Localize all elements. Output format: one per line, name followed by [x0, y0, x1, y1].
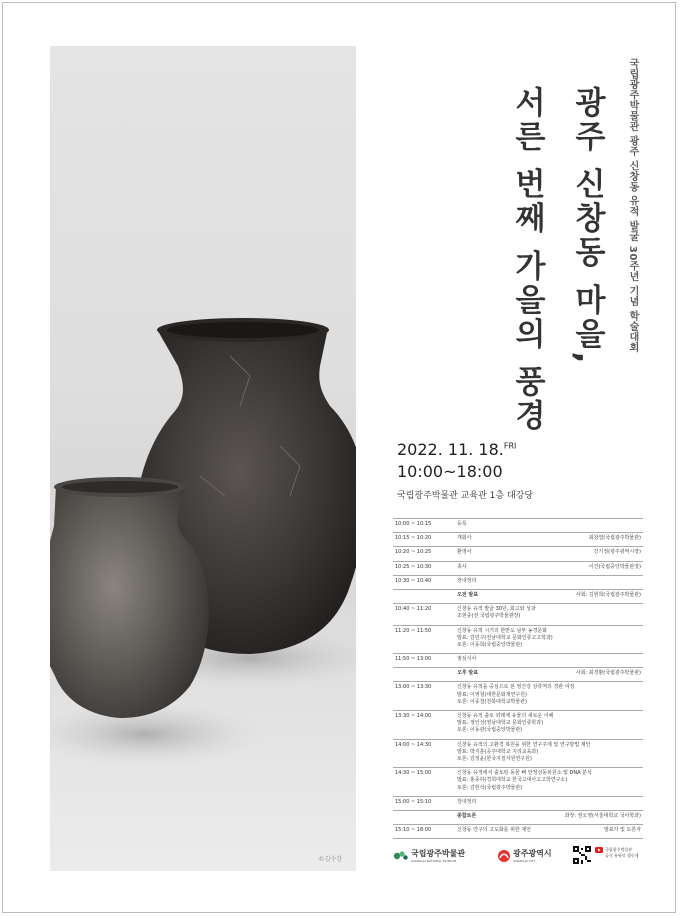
schedule-item-title: 오전 발표 [457, 591, 479, 598]
schedule-section-header [393, 589, 643, 603]
museum-logo-icon [393, 850, 409, 862]
schedule-time: 11:20 ~ 11:50 [395, 627, 432, 634]
schedule-row [393, 796, 643, 810]
schedule-table [393, 518, 643, 839]
schedule-row [393, 561, 643, 575]
city-name-ko: 광주광역시 [513, 849, 552, 858]
youtube-info [595, 847, 638, 859]
photo-credit: ©김수강 [318, 856, 342, 863]
schedule-item-detail: 발표: 김민구(전남대학교 문화인류고고학과) [457, 634, 553, 641]
schedule-item-title: 신창동 유적에서 출토된 동물 뼈 안정성동위원소 및 DNA 분석 [457, 770, 592, 777]
museum-name-ko: 국립광주박물관 [411, 849, 466, 858]
schedule-person: 사회: 최경환(국립광주박물관) [575, 670, 641, 677]
schedule-row [393, 625, 643, 654]
schedule-time: 14:30 ~ 15:00 [395, 770, 432, 777]
schedule-time: 14:00 ~ 14:30 [395, 741, 432, 748]
schedule-item-title: 신창동 유적의 고환경 복원을 위한 연구주제 및 연구방법 제안 [457, 741, 591, 748]
event-date-text: 2022. 11. 18. [397, 440, 504, 459]
youtube-line2: 공식 유튜브 생중계 [605, 853, 639, 858]
schedule-item-title: 오후 발표 [457, 670, 479, 677]
schedule-person: 이건(국립중앙박물관장) [588, 563, 641, 570]
footer-logos [393, 846, 643, 868]
schedule-row [393, 824, 643, 838]
schedule-time: 13:30 ~ 14:00 [395, 713, 432, 720]
schedule-end-line [393, 838, 643, 839]
schedule-item-detail: 발표: 이영철(대한문화재연구원) [457, 691, 527, 698]
schedule-item-detail: 토론: 김정윤(한국지질자원연구원) [457, 756, 532, 763]
schedule-item-title: 장내정리 [457, 798, 477, 805]
schedule-person: 좌장: 권오영(서울대학교 국사학과) [564, 813, 641, 820]
schedule-item-detail: 발표: 홍종하(경희대학교 한국고대사고고학연구소) [457, 777, 568, 784]
schedule-item-title: 신창동 유적을 중심으로 본 영산강 상류역의 경관 여정 [457, 684, 575, 691]
schedule-row [393, 739, 643, 768]
schedule-row [393, 603, 643, 624]
schedule-time: 15:00 ~ 15:10 [395, 798, 432, 805]
schedule-section-header [393, 667, 643, 681]
poster-subtitle: 국립광주박물관 광주 신창동 유적 발굴 30주년 기념 학술대회 [627, 58, 638, 353]
event-weekday: FRI [503, 441, 517, 451]
schedule-item-title: 장내정리 [457, 577, 477, 584]
city-name-en: GWANGJU CITY [513, 859, 536, 863]
schedule-item-title: 개회사 [457, 535, 472, 542]
youtube-icon [595, 847, 603, 853]
schedule-item-title: 점심식사 [457, 656, 477, 663]
museum-logo [393, 848, 465, 863]
schedule-person: 사회: 김현희(국립광주박물관) [575, 591, 641, 598]
schedule-time: 15:10 ~ 18:00 [395, 827, 432, 834]
qr-code[interactable] [573, 846, 591, 864]
schedule-row [393, 518, 643, 532]
youtube-line1: 국립광주박물관 [605, 847, 633, 852]
schedule-person: 발표자 및 토론자 [604, 827, 641, 834]
schedule-person: 강기정(광주광역시장) [593, 549, 641, 556]
schedule-item-detail: 토론: 이동관(국립중앙박물관) [457, 727, 523, 734]
schedule-item-title: 등록 [457, 521, 467, 527]
event-venue: 국립광주박물관 교육관 1층 대강당 [397, 491, 534, 501]
schedule-section-header [393, 810, 643, 824]
schedule-time: 10:20 ~ 10:25 [395, 549, 432, 556]
pottery-illustration [50, 46, 356, 871]
schedule-row [393, 710, 643, 739]
schedule-item-detail: 토론: 김헌석(국립광주박물관) [457, 784, 523, 791]
schedule-row [393, 767, 643, 796]
museum-name-en: GWANGJU NATIONAL MUSEUM [411, 859, 457, 863]
schedule-item-detail: 발표: 정인성(영남대학교 문화인류학과) [457, 720, 544, 727]
schedule-item-detail: 조현종(전 국립광주박물관장) [457, 613, 521, 620]
schedule-time: 10:40 ~ 11:20 [395, 606, 432, 613]
schedule-item-title: 신창동 유적 시기의 한반도 남부 농경문화 [457, 627, 548, 634]
schedule-item-detail: 발표: 박지훈(공주대학교 지리교육과) [457, 748, 539, 755]
schedule-time: 10:30 ~ 10:40 [395, 577, 432, 584]
schedule-row [393, 546, 643, 560]
schedule-time: 10:25 ~ 10:30 [395, 563, 432, 570]
schedule-time: 11:50 ~ 13:00 [395, 656, 432, 663]
schedule-person: 최창열(국립광주박물관) [588, 535, 641, 542]
event-date [397, 440, 516, 459]
schedule-item-detail: 토론: 이종철(전북대학교박물관) [457, 698, 527, 705]
schedule-row [393, 575, 643, 589]
schedule-item-title: 신창동 유적 출토 외래계 유물의 새로운 이해 [457, 713, 554, 720]
schedule-item-title: 신창동 연구의 고도화를 위한 제언 [457, 827, 531, 834]
schedule-time: 10:00 ~ 10:15 [395, 521, 432, 527]
pottery-photo [50, 46, 356, 871]
schedule-time: 13:00 ~ 13:30 [395, 684, 432, 691]
schedule-item-detail: 토론: 이동희(국립중앙박물관) [457, 641, 523, 648]
city-logo-icon [497, 849, 511, 863]
schedule-item-title: 종합토론 [457, 813, 477, 820]
schedule-row [393, 681, 643, 710]
poster-title-line1: 광주 신창동 마을, [569, 86, 605, 367]
poster-title-line2: 서른 번째 가을의 풍경 [509, 86, 545, 434]
schedule-item-title: 신창동 유적 발굴 30년, 회고와 성과 [457, 606, 536, 613]
schedule-time: 10:15 ~ 10:20 [395, 535, 432, 542]
schedule-item-title: 축사 [457, 563, 467, 570]
event-time: 10:00~18:00 [397, 462, 503, 481]
schedule-item-title: 환영사 [457, 549, 472, 556]
city-logo [497, 848, 552, 863]
schedule-row [393, 653, 643, 667]
schedule-row [393, 532, 643, 546]
